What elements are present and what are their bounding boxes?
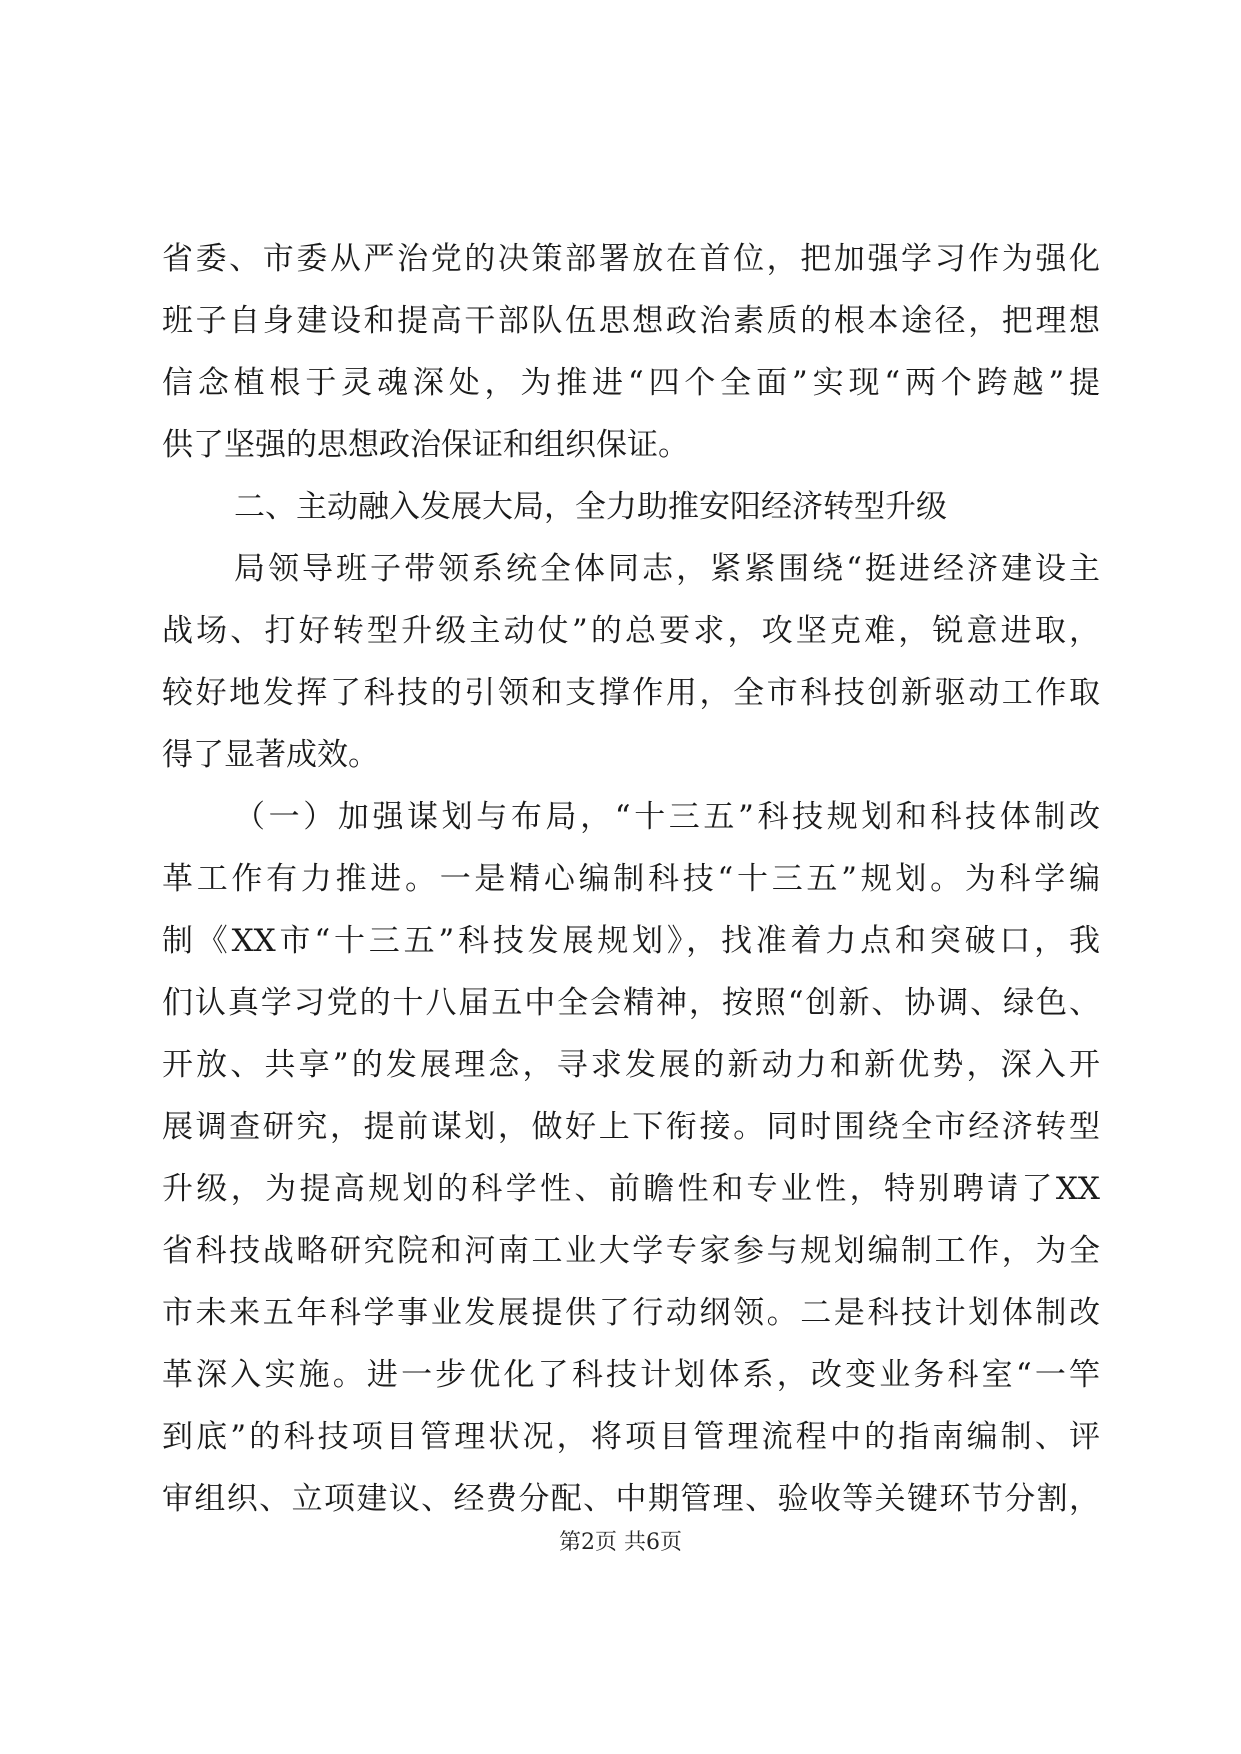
paragraph-line: 班子自身建设和提高干部队伍思想政治素质的根本途径，把理想 [162, 303, 1100, 339]
paragraph-line: 省科技战略研究院和河南工业大学专家参与规划编制工作，为全 [162, 1233, 1100, 1269]
paragraph-line: 们认真学习党的十八届五中全会精神，按照“创新、协调、绿色、 [162, 985, 1100, 1021]
subsection-heading-line: （一）加强谋划与布局，“十三五”科技规划和科技体制改 [234, 799, 1100, 835]
section-heading: 二、主动融入发展大局，全力助推安阳经济转型升级 [234, 489, 947, 525]
paragraph-line: 市未来五年科学事业发展提供了行动纲领。二是科技计划体制改 [162, 1295, 1100, 1331]
paragraph-line: 制《XX市“十三五”科技发展规划》，找准着力点和突破口，我 [162, 923, 1100, 959]
paragraph-line: 省委、市委从严治党的决策部署放在首位，把加强学习作为强化 [162, 241, 1100, 277]
paragraph-line: 革工作有力推进。一是精心编制科技“十三五”规划。为科学编 [162, 861, 1100, 897]
paragraph-line: 到底”的科技项目管理状况，将项目管理流程中的指南编制、评 [162, 1419, 1100, 1455]
paragraph-line: 较好地发挥了科技的引领和支撑作用，全市科技创新驱动工作取 [162, 675, 1100, 711]
paragraph-line: 开放、共享”的发展理念，寻求发展的新动力和新优势，深入开 [162, 1047, 1100, 1083]
page-footer: 第2页 共6页 [559, 1530, 682, 1555]
paragraph-line: 革深入实施。进一步优化了科技计划体系，改变业务科室“一竿 [162, 1357, 1100, 1393]
paragraph-line: 战场、打好转型升级主动仗”的总要求，攻坚克难，锐意进取， [162, 613, 1100, 649]
paragraph-line: 展调查研究，提前谋划，做好上下衔接。同时围绕全市经济转型 [162, 1109, 1100, 1145]
paragraph-line: 得了显著成效。 [162, 737, 379, 773]
paragraph-line: 信念植根于灵魂深处，为推进“四个全面”实现“两个跨越”提 [162, 365, 1100, 401]
paragraph-line: 审组织、立项建议、经费分配、中期管理、验收等关键环节分割， [162, 1481, 1100, 1517]
paragraph-line: 局领导班子带领系统全体同志，紧紧围绕“挺进经济建设主 [234, 551, 1100, 587]
document-body [162, 228, 1100, 1530]
paragraph-line: 升级，为提高规划的科学性、前瞻性和专业性，特别聘请了XX [162, 1171, 1100, 1207]
paragraph-line: 供了坚强的思想政治保证和组织保证。 [162, 427, 689, 463]
